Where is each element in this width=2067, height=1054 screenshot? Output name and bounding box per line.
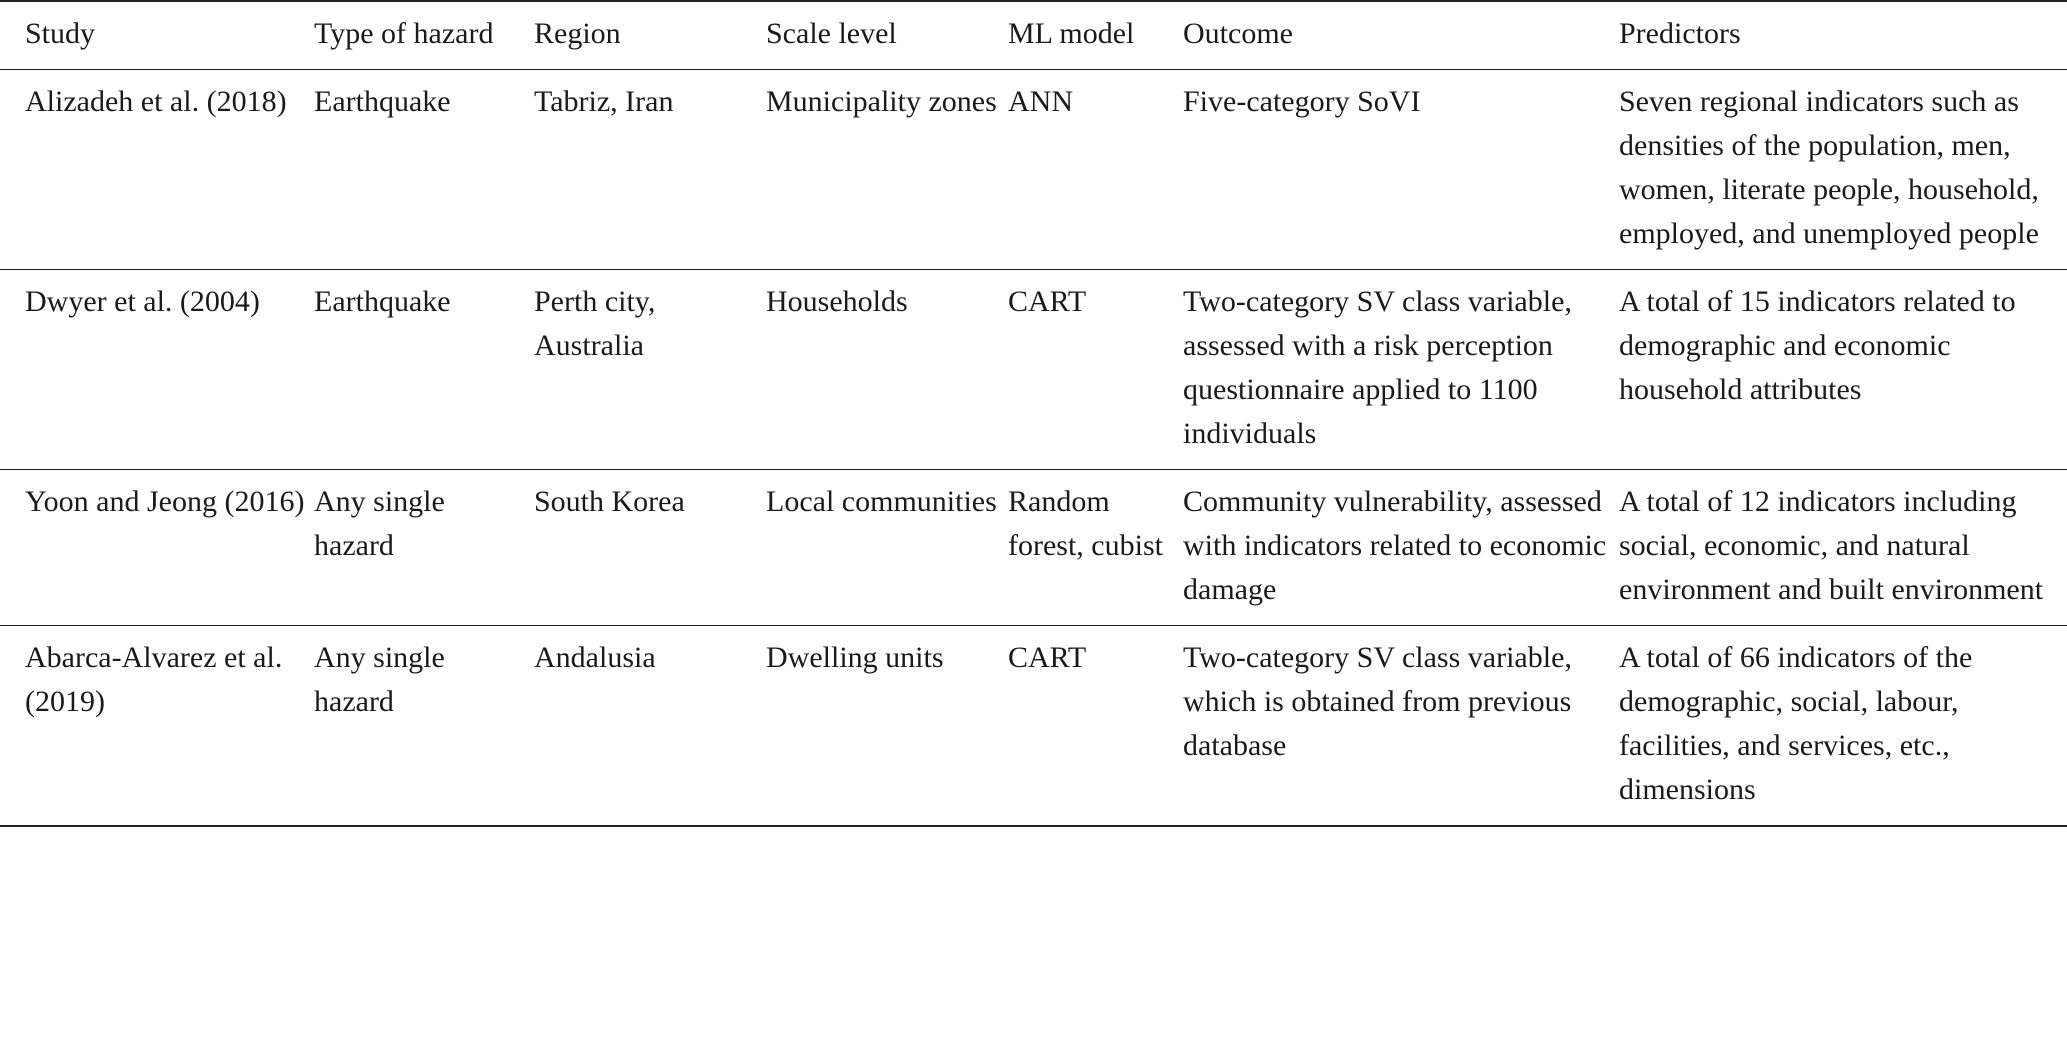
cell-region: South Korea [534, 485, 685, 518]
cell-model: Random forest, cubist [1008, 485, 1163, 562]
cell-scale: Dwelling units [766, 641, 944, 674]
cell-model: CART [1008, 641, 1087, 674]
header-study: Study [25, 17, 96, 50]
header-region: Region [534, 17, 621, 50]
cell-hazard: Earthquake [314, 85, 451, 118]
cell-study: Yoon and Jeong (2016) [25, 485, 305, 518]
cell-outcome: Community vulnerability, assessed with indicators related to economic damage [1183, 485, 1607, 606]
cell-scale: Municipality zones [766, 85, 997, 118]
header-row [0, 1, 2067, 70]
cell-outcome: Two-category SV class variable, which is obtained from previous database [1183, 641, 1572, 762]
cell-region: Perth city, Australia [534, 285, 656, 362]
cell-model: ANN [1008, 85, 1073, 118]
cell-hazard: Earthquake [314, 285, 451, 318]
header-outcome: Outcome [1183, 17, 1293, 50]
header-scale: Scale level [766, 17, 897, 50]
table-row [0, 626, 2067, 827]
cell-hazard: Any single hazard [314, 641, 445, 718]
cell-outcome: Five-category SoVI [1183, 85, 1421, 118]
table-row [0, 70, 2067, 270]
cell-model: CART [1008, 285, 1087, 318]
cell-hazard: Any single hazard [314, 485, 445, 562]
header-predictors: Predictors [1619, 17, 1741, 50]
table-header [0, 1, 2067, 70]
cell-predictors: A total of 15 indicators related to demographic and economic household attributes [1619, 285, 2016, 406]
cell-predictors: Seven regional indicators such as densities of the population, men, women, literate people, household, employed, and unemployed people [1619, 85, 2039, 250]
header-model: ML model [1008, 17, 1135, 50]
table-row [0, 470, 2067, 626]
cell-study: Dwyer et al. (2004) [25, 285, 260, 318]
cell-region: Andalusia [534, 641, 656, 674]
table-body [0, 70, 2067, 827]
cell-study: Alizadeh et al. (2018) [25, 85, 287, 118]
table-row [0, 270, 2067, 470]
cell-scale: Households [766, 285, 908, 318]
cell-outcome: Two-category SV class variable, assessed with a risk perception questionnaire applied to 1100 individuals [1183, 285, 1572, 450]
cell-predictors: A total of 66 indicators of the demographic, social, labour, facilities, and services, etc., dimensions [1619, 641, 1973, 806]
cell-region: Tabriz, Iran [534, 85, 674, 118]
cell-predictors: A total of 12 indicators including social, economic, and natural environment and built environment [1619, 485, 2044, 606]
header-hazard: Type of hazard [314, 17, 494, 50]
cell-study: Abarca-Alvarez et al. (2019) [25, 641, 283, 718]
cell-scale: Local communities [766, 485, 997, 518]
